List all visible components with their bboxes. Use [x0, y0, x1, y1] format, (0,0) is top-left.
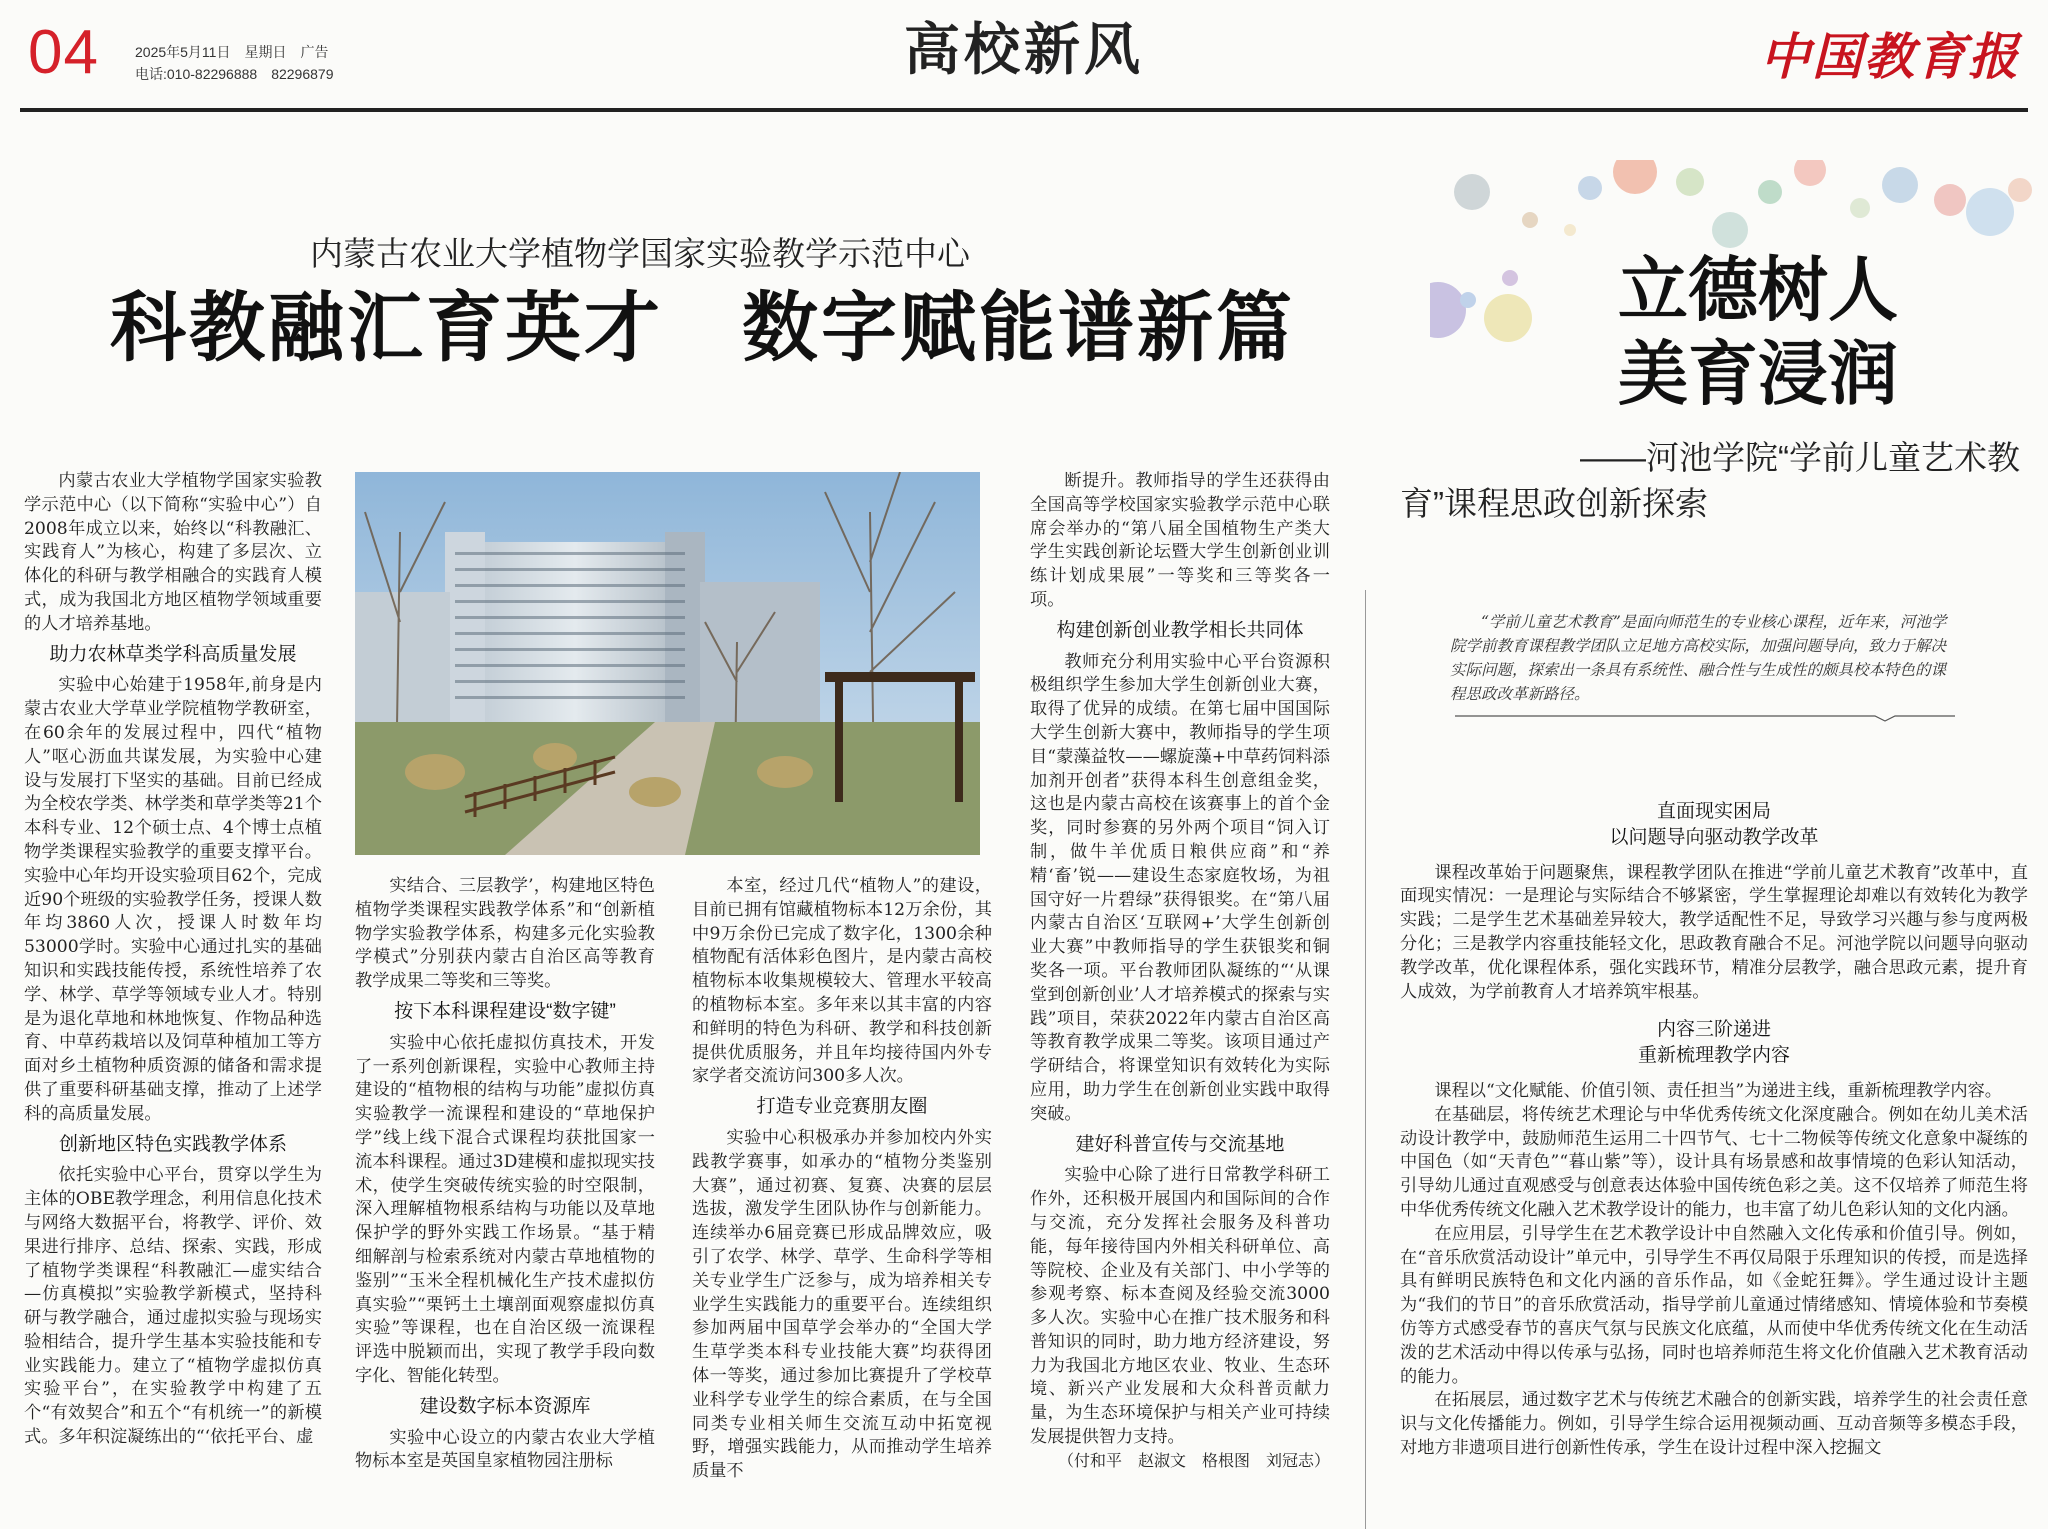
- section-title: 高校新风: [904, 17, 1144, 83]
- paragraph: 课程改革始于问题聚焦，课程教学团队在推进“学前儿童艺术教育”改革中，直面现实情况：一是理论与实际结合不够紧密，学生掌握理论却难以有效转化为教学实践；二是学生艺术基础差异较大，教学适配性不足，导致学习兴趣与参与度两极分化；三是教学内容重技能轻文化，思政教育融合不足。河池学院以问题导向驱动教学改革，优化课程体系，强化实践环节，精准分层教学，融合思政元素，提升育人成效，为学前教育人才培养筑牢根基。: [1400, 862, 2028, 1002]
- subheading: 按下本科课程建设“数字键”: [394, 1000, 616, 1022]
- article-column-1: [24, 470, 322, 1450]
- page-number: 04: [28, 18, 99, 87]
- paragraph: 依托实验中心平台，贯穿以学生为主体的OBE教学理念，利用信息化技术与网络大数据平台，将教学、评价、效果进行排序、总结、探索、实践，形成了植物学类课程“科教融汇—虚实结合—仿真模拟”实验教学新模式，坚持科研与教学融合，通过虚拟实验与现场实验相结合，提升学生基本实验技能和专业实践能力。建立了“植物学虚拟仿真实验平台”，在实验教学中构建了五个“有效契合”和五个“有机统一”的新模式。多年积淀凝练出的“‘依托平台、虚: [24, 1165, 322, 1448]
- feature-title-line-1: 立德树人: [1618, 249, 1898, 331]
- phone-line: 电话:010-82296888 82296879: [135, 66, 334, 82]
- paragraph: 在应用层，引导学生在艺术教学设计中自然融入文化传承和价值引导。例如，在“音乐欣赏活动设计”单元中，引导学生不再仅局限于乐理知识的传授，而是选择具有鲜明民族特色和文化内涵的音乐作品，如《金蛇狂舞》。学生通过设计主题为“我们的节日”的音乐欣赏活动，指导学前儿童通过情绪感知、情境体验和节奏模仿等方式感受春节的喜庆气氛与民族文化底蕴，从而使中华优秀传统文化在生动活泼的艺术活动中得以传承与弘扬，同时也培养师范生将文化价值融入艺术教育活动的能力。: [1400, 1223, 2028, 1387]
- feature-body: [1400, 800, 2028, 1461]
- subheading: 以问题导向驱动教学改革: [1609, 826, 1819, 848]
- paragraph: 实结合、三层教学’，构建地区特色植物学类课程实践教学体系”和“创新植物学实验教学体系，构建多元化实验教学模式”分别获内蒙古自治区高等教育教学成果二等奖和三等奖。: [355, 876, 655, 992]
- subheading: 建设数字标本资源库: [419, 1395, 591, 1417]
- subheading: 助力农林草类学科高质量发展: [49, 643, 297, 665]
- feature-title: [1618, 248, 1898, 416]
- subheading: 直面现实困局: [1656, 801, 1771, 822]
- paragraph: 课程以“文化赋能、价值引领、责任担当”为递进主线，重新梳理教学内容。: [1434, 1080, 2002, 1101]
- feature-title-line-2: 美育浸润: [1618, 333, 1898, 415]
- paragraph: 实验中心设立的内蒙古农业大学植物标本室是英国皇家植物园注册标: [355, 1427, 655, 1472]
- author-byline: （付和平 赵淑文 格根图 刘冠志）: [1057, 1452, 1330, 1470]
- subheading: 建好科普宣传与交流基地: [1075, 1133, 1285, 1155]
- subheading: 构建创新创业教学相长共同体: [1056, 619, 1304, 641]
- newspaper-logo: 中国教育报: [1760, 27, 2020, 86]
- article-headline: 科教融汇育英才 数字赋能谱新篇: [110, 283, 1295, 372]
- lead-underline: [1455, 712, 1955, 722]
- campus-photo-illustration: [355, 472, 980, 855]
- subheading: 打造专业竞赛朋友圈: [756, 1096, 928, 1118]
- article-column-2: [355, 875, 655, 1474]
- paragraph: 教师充分利用实验中心平台资源积极组织学生参加大学生创新创业大赛，取得了优异的成绩。在第七届中国国际大学生创新大赛中，教师指导的学生项目“蒙藻益牧——螺旋藻+中草药饲料添加剂开创者”获得本科生创意组金奖，这也是内蒙古高校在该赛事上的首个金奖，同时参赛的另外两个项目“饲入订制，做牛羊优质日粮供应商”和“养精‘畜’锐——建设生态家庭牧场，为祖国守好一片碧绿”获得银奖。在“第八届内蒙古自治区‘互联网+’大学生创新创业大赛”中教师指导的学生获银奖和铜奖各一项。平台教师团队凝练的“‘从课堂到创新创业’人才培养模式的探索与实践”项目，荣获2022年内蒙古自治区高等教育教学成果二等奖。该项目通过产学研结合，将课堂知识有效转化为实际应用，助力学生在创新创业实践中取得突破。: [1030, 651, 1330, 1124]
- paragraph: 在拓展层，通过数字艺术与传统艺术融合的创新实践，培养学生的社会责任意识与文化传播能力。例如，引导学生综合运用视频动画、互动音频等多模态手段，对地方非遗项目进行创新性传承，学生在设计过程中深入挖掘文: [1400, 1390, 2028, 1458]
- campus-building-photo: [355, 472, 980, 855]
- paragraph: 断提升。教师指导的学生还获得由全国高等学校国家实验教学示范中心联席会举办的“第八届全国植物生产类大学生实践创新论坛暨大学生创新创业训练计划成果展”一等奖和三等奖各一项。: [1030, 471, 1330, 610]
- paragraph: 内蒙古农业大学植物学国家实验教学示范中心（以下简称“实验中心”）自2008年成立以来，始终以“科教融汇、实践育人”为核心，构建了多层次、立体化的科研与教学相融合的实践育人模式，成为我国北方地区植物学领域重要的人才培养基地。: [24, 471, 322, 634]
- paragraph: 实验中心除了进行日常教学科研工作外，还积极开展国内和国际间的合作与交流，充分发挥社会服务及科普功能，每年接待国内外相关科研单位、高等院校、企业及有关部门、中小学等的参观考察、标本查阅及经验交流3000多人次。实验中心在推广技术服务和科普知识的同时，助力地方经济建设，努力为我国北方地区农业、牧业、生态环境、新兴产业发展和大众科普贡献力量，为生态环境保护与相关产业可持续发展提供智力支持。: [1030, 1165, 1330, 1448]
- article-kicker: 内蒙古农业大学植物学国家实验教学示范中心: [310, 235, 970, 272]
- header-rule: [20, 108, 2028, 112]
- date-line: 2025年5月11日 星期日 广告: [135, 44, 329, 60]
- paragraph: 在基础层，将传统艺术理论与中华优秀传统文化深度融合。例如在幼儿美术活动设计教学中，鼓励师范生运用二十四节气、七十二物候等传统文化意象中凝练的中国色（如“天青色”“暮山紫”等），设计具有场景感和故事情境的色彩认知活动，引导幼儿通过直观感受与创意表达体验中国传统色彩之美。这不仅培养了师范生将中华优秀传统文化融入艺术教学设计的能力，也丰富了幼儿色彩认知的文化内涵。: [1400, 1104, 2028, 1220]
- article-column-4: [1030, 470, 1330, 1474]
- paragraph: 实验中心依托虚拟仿真技术，开发了一系列创新课程，实验中心教师主持建设的“植物根的结构与功能”虚拟仿真实验教学一流课程和建设的“草地保护学”线上线下混合式课程均获批国家一流本科课程。通过3D建模和虚拟现实技术，使学生突破传统实验的时空限制，深入理解植物根系结构与功能以及草地保护学的野外实践工作场景。“基于精细解剖与检索系统对内蒙古草地植物的鉴别”“玉米全程机械化生产技术虚拟仿真实验”“栗钙土土壤剖面观察虚拟仿真实验”等课程，也在自治区级一流课程评选中脱颖而出，实现了教学手段向数字化、智能化转型。: [355, 1032, 655, 1386]
- subheading: 创新地区特色实践教学体系: [58, 1133, 287, 1155]
- paragraph: 实验中心积极承办并参加校内外实践教学赛事，如承办的“植物分类鉴别大赛”，通过初赛、复赛、决赛的层层选拔，激发学生团队协作与创新能力。连续举办6届竞赛已形成品牌效应，吸引了农学、林学、草学、生命科学等相关专业学生广泛参与，成为培养相关专业学生实践能力的重要平台。连续组织参加两届中国草学会举办的“全国大学生草学类本科专业技能大赛”均获得团体一等奖，通过参加比赛提升了学校草业科学专业学生的综合素质，在与全国同类专业相关师生交流互动中拓宽视野，增强实践能力，从而推动学生培养质量不: [692, 1127, 992, 1482]
- article-column-3: [692, 875, 992, 1484]
- subheading: 内容三阶递进: [1656, 1019, 1771, 1041]
- lead-paragraph: “学前儿童艺术教育”是面向师范生的专业核心课程，近年来，河池学院学前教育课程教学团队立足地方高校实际，加强问题导向，致力于解决实际问题，探索出一条具有系统性、融合性与生成性的颇具校本特色的课程思政改革新路径。: [1450, 613, 1947, 703]
- feature-subtitle-line-1: ——河池学院“学前儿童艺术教: [1580, 439, 2020, 476]
- paragraph: 实验中心始建于1958年,前身是内蒙古农业大学草业学院植物学教研室，在60余年的发展过程中，四代“植物人”呕心沥血共谋发展，为实验中心建设与发展打下坚实的基础。目前已经成为全校农学类、林学类和草学类等21个本科专业、12个硕士点、4个博士点植物学类课程实验教学的重要支撑平台。实验中心年均开设实验项目62个，完成近90个班级的实验教学任务，授课人数年均3860人次，授课人时数年均53000学时。实验中心通过扎实的基础知识和实践技能传授，系统性培养了农学、林学、草学等领域专业人才。特别是为退化草地和林地恢复、作物品种选育、中草药栽培以及饲草种植加工等方面对乡土植物种质资源的储备和需求提供了重要科研基础支撑，推动了上述学科的高质量发展。: [24, 675, 322, 1124]
- subheading: 重新梳理教学内容: [1637, 1045, 1790, 1067]
- column-divider: [1365, 590, 1366, 1529]
- paragraph: 本室，经过几代“植物人”的建设，目前已拥有馆藏植物标本12万余份，其中9万余份已完成了数字化，1300余种植物配有活体彩色图片，是内蒙古高校植物标本收集规模较大、管理水平较高的植物标本室。多年来以其丰富的内容和鲜明的特色为科研、教学和科技创新提供优质服务，并且年均接待国内外专家学者交流访问300多人次。: [692, 876, 992, 1087]
- feature-subtitle-line-2: 育”课程思政创新探索: [1400, 485, 1708, 522]
